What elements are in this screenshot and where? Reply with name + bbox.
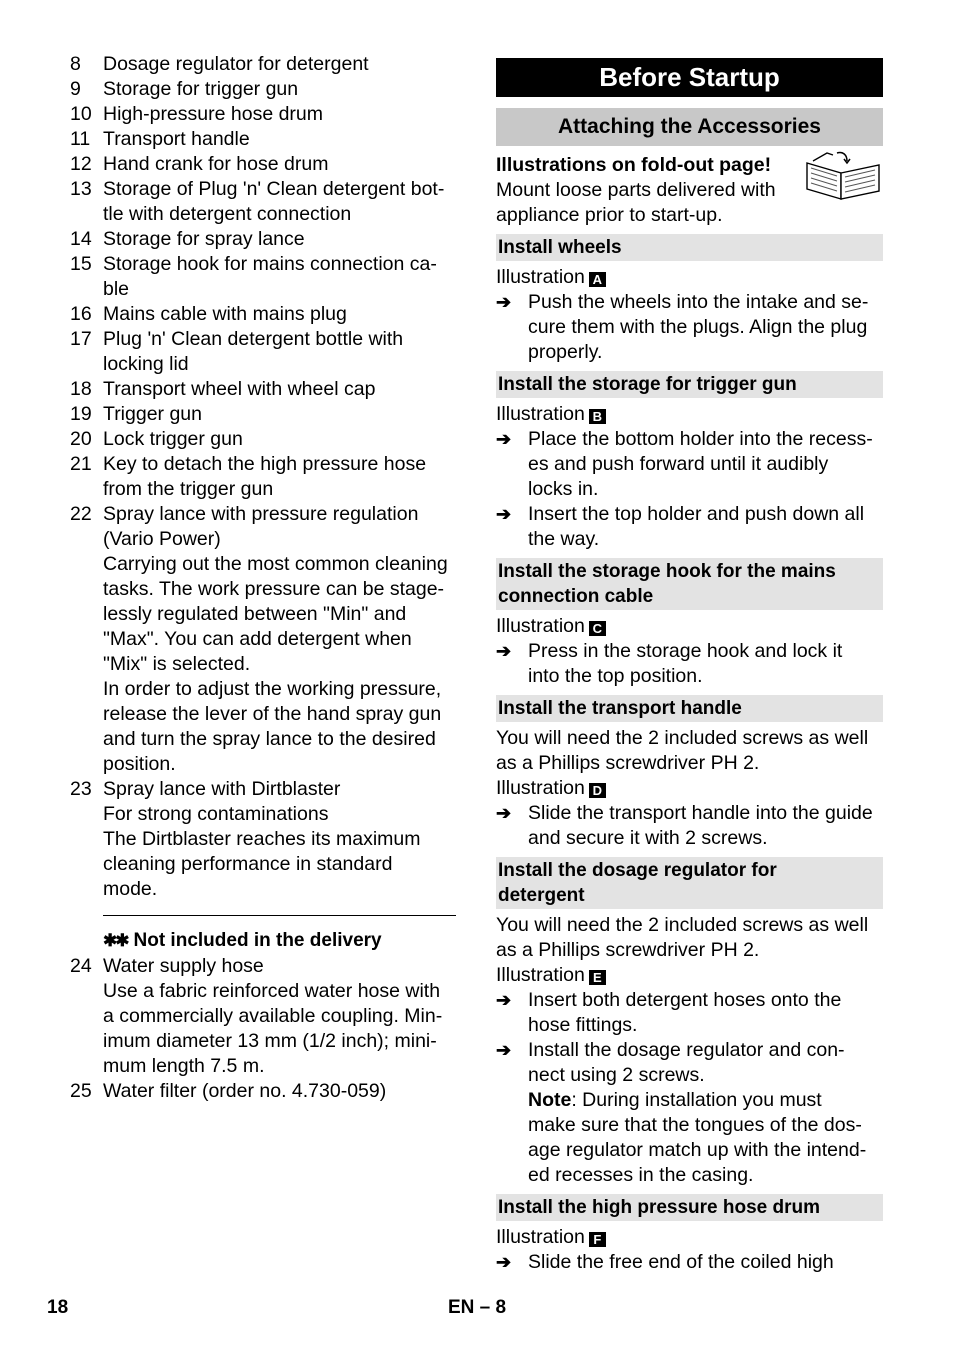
subsection-heading-line: Install wheels <box>498 237 622 258</box>
subsection-heading <box>496 558 883 610</box>
instruction-text <box>528 427 883 502</box>
list-item-line: Storage for spray lance <box>103 228 305 250</box>
list-item-line: High-pressure hose drum <box>103 103 324 125</box>
list-item-text <box>103 502 460 552</box>
instruction-line: properly. <box>528 341 603 363</box>
illustration-ref <box>496 402 883 427</box>
list-item-line: locking lid <box>103 353 189 375</box>
list-item-text <box>103 452 460 502</box>
list-item <box>70 327 460 377</box>
subsection-heading-line: Install the dosage regulator for <box>498 860 777 881</box>
instruction-text <box>528 1250 883 1275</box>
subsection-heading <box>496 234 883 261</box>
instruction-line: the way. <box>528 528 600 550</box>
list-item-text <box>103 402 460 427</box>
instruction-line: Slide the transport handle into the guide <box>528 802 873 824</box>
instruction-line: Slide the free end of the coiled high <box>528 1251 834 1273</box>
list-item-line: Trigger gun <box>103 403 202 425</box>
list-item <box>70 552 460 777</box>
list-item-line: ble <box>103 278 130 300</box>
list-item-line: Storage for trigger gun <box>103 78 299 100</box>
arrow-icon: ➔ <box>496 504 512 524</box>
instruction-step <box>496 988 883 1038</box>
intro-block <box>496 153 883 228</box>
list-item-text <box>103 102 460 127</box>
list-item-number: 15 <box>70 253 92 275</box>
list-item <box>70 1079 460 1104</box>
list-item-text <box>103 77 460 102</box>
list-item-line: Use a fabric reinforced water hose with <box>103 980 441 1002</box>
list-item-number: 12 <box>70 153 92 175</box>
instruction-step <box>496 502 883 552</box>
list-item-text <box>103 252 460 302</box>
list-item-line: position. <box>103 753 176 775</box>
instruction-step <box>496 427 883 502</box>
note-line: age regulator match up with the intend- <box>528 1139 867 1161</box>
arrow-icon: ➔ <box>496 803 512 823</box>
list-item <box>70 777 460 902</box>
subsection-heading-line: detergent <box>498 885 585 906</box>
instruction-line: es and push forward until it audibly <box>528 453 829 475</box>
list-item-number: 14 <box>70 228 92 250</box>
instruction-line: cure them with the plugs. Align the plug <box>528 316 868 338</box>
right-column <box>496 58 883 1275</box>
list-item <box>70 502 460 552</box>
list-item-line: and turn the spray lance to the desired <box>103 728 436 750</box>
list-item-number: 23 <box>70 778 92 800</box>
instruction-text <box>528 502 883 552</box>
list-item-number: 13 <box>70 178 92 200</box>
paragraph-line: as a Phillips screwdriver PH 2. <box>496 939 760 961</box>
not-included-heading <box>70 928 460 954</box>
arrow-icon: ➔ <box>496 990 512 1010</box>
illustration-word: Illustration <box>496 964 585 986</box>
list-item-line: The Dirtblaster reaches its maximum <box>103 828 421 850</box>
list-item-line: mum length 7.5 m. <box>103 1055 265 1077</box>
list-item-text <box>103 302 460 327</box>
list-item-text <box>103 552 460 777</box>
instruction-step <box>496 639 883 689</box>
note-label: Note <box>528 1089 572 1111</box>
page-number: 18 <box>47 1297 69 1318</box>
list-item-number: 19 <box>70 403 92 425</box>
list-item-line: Mains cable with mains plug <box>103 303 347 325</box>
illustration-letter-badge: A <box>589 272 606 287</box>
list-item <box>70 102 460 127</box>
note-line <box>528 1088 883 1113</box>
arrow-icon: ➔ <box>496 429 512 449</box>
instruction-line: Push the wheels into the intake and se- <box>528 291 869 313</box>
list-item-line: mode. <box>103 878 158 900</box>
list-item-line: Transport wheel with wheel cap <box>103 378 376 400</box>
arrow-icon: ➔ <box>496 1040 512 1060</box>
illustration-letter-badge: F <box>589 1232 606 1247</box>
list-item-line: Storage hook for mains connection ca- <box>103 253 437 275</box>
illustration-word: Illustration <box>496 1226 585 1248</box>
list-item-line: Hand crank for hose drum <box>103 153 329 175</box>
list-item-line: Storage of Plug 'n' Clean detergent bot- <box>103 178 445 200</box>
list-item-line: "Max". You can add detergent when <box>103 628 412 650</box>
instruction-text <box>528 1038 883 1188</box>
instruction-text <box>528 639 883 689</box>
instruction-line: into the top position. <box>528 665 703 687</box>
list-item-text <box>103 177 460 227</box>
intro-heading: Illustrations on fold-out page! <box>496 154 772 176</box>
list-item-number: 8 <box>70 53 81 75</box>
list-item-text <box>103 227 460 252</box>
instruction-line: Press in the storage hook and lock it <box>528 640 843 662</box>
subsection-heading <box>496 371 883 398</box>
illustration-word: Illustration <box>496 615 585 637</box>
left-column <box>70 52 460 1104</box>
subsection-heading <box>496 857 883 909</box>
divider-line <box>103 915 456 916</box>
list-item <box>70 127 460 152</box>
list-item-line: release the lever of the hand spray gun <box>103 703 442 725</box>
illustration-ref <box>496 614 883 639</box>
subsection-heading <box>496 1194 883 1221</box>
list-item-text <box>103 327 460 377</box>
list-item-number: 17 <box>70 328 92 350</box>
list-item-number: 21 <box>70 453 92 475</box>
list-item <box>70 452 460 502</box>
list-item-line: Water supply hose <box>103 955 264 977</box>
instruction-line: hose fittings. <box>528 1014 638 1036</box>
illustration-word: Illustration <box>496 777 585 799</box>
list-item-number: 22 <box>70 503 92 525</box>
list-item-line: lessly regulated between "Min" and <box>103 603 407 625</box>
paragraph-line: as a Phillips screwdriver PH 2. <box>496 752 760 774</box>
list-item <box>70 954 460 1079</box>
list-item-line: from the trigger gun <box>103 478 274 500</box>
subsection-heading-line: connection cable <box>498 586 654 607</box>
list-item-line: Carrying out the most common cleaning <box>103 553 448 575</box>
illustration-letter-badge: C <box>589 621 606 636</box>
list-item-text <box>103 52 460 77</box>
subsection-heading-line: Install the high pressure hose drum <box>498 1197 821 1218</box>
list-item <box>70 77 460 102</box>
list-item-line: tasks. The work pressure can be stage- <box>103 578 445 600</box>
instruction-line: locks in. <box>528 478 599 500</box>
list-item <box>70 252 460 302</box>
list-item-text <box>103 127 460 152</box>
illustration-ref <box>496 776 883 801</box>
list-item-line: Key to detach the high pressure hose <box>103 453 427 475</box>
list-item-text <box>103 152 460 177</box>
double-asterisk-icon: ✱✱ <box>103 931 128 950</box>
list-item <box>70 52 460 77</box>
illustration-letter-badge: E <box>589 970 606 985</box>
note-line: ed recesses in the casing. <box>528 1164 754 1186</box>
list-item-line: imum diameter 13 mm (1/2 inch); mini- <box>103 1030 437 1052</box>
instruction-line: Install the dosage regulator and con- <box>528 1039 845 1061</box>
list-item <box>70 427 460 452</box>
list-item <box>70 227 460 252</box>
illustration-letter-badge: B <box>589 409 606 424</box>
list-item-number: 25 <box>70 1080 92 1102</box>
instruction-text <box>528 801 883 851</box>
list-item-line: In order to adjust the working pressure, <box>103 678 442 700</box>
instruction-line: nect using 2 screws. <box>528 1064 705 1086</box>
list-item-number: 16 <box>70 303 92 325</box>
list-item-line: (Vario Power) <box>103 528 221 550</box>
instruction-line: and secure it with 2 screws. <box>528 827 768 849</box>
list-item-number <box>70 552 103 777</box>
list-item-text <box>103 377 460 402</box>
list-item-line: Lock trigger gun <box>103 428 243 450</box>
list-item-line: cleaning performance in standard <box>103 853 393 875</box>
illustration-ref <box>496 1225 883 1250</box>
section-title: Before Startup <box>496 58 883 97</box>
instruction-line: Place the bottom holder into the recess- <box>528 428 873 450</box>
illustration-word: Illustration <box>496 403 585 425</box>
arrow-icon: ➔ <box>496 292 512 312</box>
section-subtitle: Attaching the Accessories <box>496 108 883 146</box>
list-item <box>70 377 460 402</box>
list-item-line: Plug 'n' Clean detergent bottle with <box>103 328 404 350</box>
list-item-number: 24 <box>70 955 92 977</box>
arrow-icon: ➔ <box>496 641 512 661</box>
subsection-heading-line: Install the storage hook for the mains <box>498 561 836 582</box>
list-item-line: Transport handle <box>103 128 250 150</box>
subsection-heading-line: Install the transport handle <box>498 698 742 719</box>
paragraph-line: You will need the 2 included screws as well <box>496 727 869 749</box>
instruction-text <box>528 290 883 365</box>
instruction-text <box>528 988 883 1038</box>
intro-line: Mount loose parts delivered with <box>496 179 776 201</box>
instruction-step <box>496 801 883 851</box>
list-item-number: 11 <box>70 128 91 150</box>
list-item-number: 20 <box>70 428 92 450</box>
paragraph-line: You will need the 2 included screws as well <box>496 914 869 936</box>
instruction-step <box>496 1038 883 1188</box>
list-item-line: tle with detergent connection <box>103 203 352 225</box>
instruction-line: Insert the top holder and push down all <box>528 503 865 525</box>
list-item-text <box>103 777 460 902</box>
list-item-line: Spray lance with pressure regulation <box>103 503 419 525</box>
illustration-letter-badge: D <box>589 783 606 798</box>
intro-line: appliance prior to start-up. <box>496 204 723 226</box>
illustration-ref <box>496 963 883 988</box>
page-language-label: EN – 8 <box>448 1297 507 1318</box>
list-item-number: 9 <box>70 78 81 100</box>
list-item <box>70 177 460 227</box>
instruction-step <box>496 1250 883 1275</box>
list-item-line: "Mix" is selected. <box>103 653 251 675</box>
manual-book-icon <box>803 149 883 203</box>
arrow-icon: ➔ <box>496 1252 512 1272</box>
list-item <box>70 302 460 327</box>
list-item-text <box>103 427 460 452</box>
note-text: : During installation you must <box>571 1089 822 1111</box>
list-item-line: For strong contaminations <box>103 803 329 825</box>
list-item-text <box>103 954 460 1079</box>
list-item-line: Water filter (order no. 4.730-059) <box>103 1080 387 1102</box>
subsection-heading <box>496 695 883 722</box>
list-item-line: a commercially available coupling. Min- <box>103 1005 443 1027</box>
list-item-number: 18 <box>70 378 92 400</box>
list-item-text <box>103 1079 460 1104</box>
illustration-ref <box>496 265 883 290</box>
list-item-line: Dosage regulator for detergent <box>103 53 369 75</box>
instruction-step <box>496 290 883 365</box>
not-included-label: Not included in the delivery <box>133 930 382 951</box>
list-item <box>70 152 460 177</box>
subsection-heading-line: Install the storage for trigger gun <box>498 374 797 395</box>
note-line: make sure that the tongues of the dos- <box>528 1114 862 1136</box>
illustration-word: Illustration <box>496 266 585 288</box>
list-item-number: 10 <box>70 103 92 125</box>
instruction-line: Insert both detergent hoses onto the <box>528 989 842 1011</box>
list-item-line: Spray lance with Dirtblaster <box>103 778 341 800</box>
list-item <box>70 402 460 427</box>
